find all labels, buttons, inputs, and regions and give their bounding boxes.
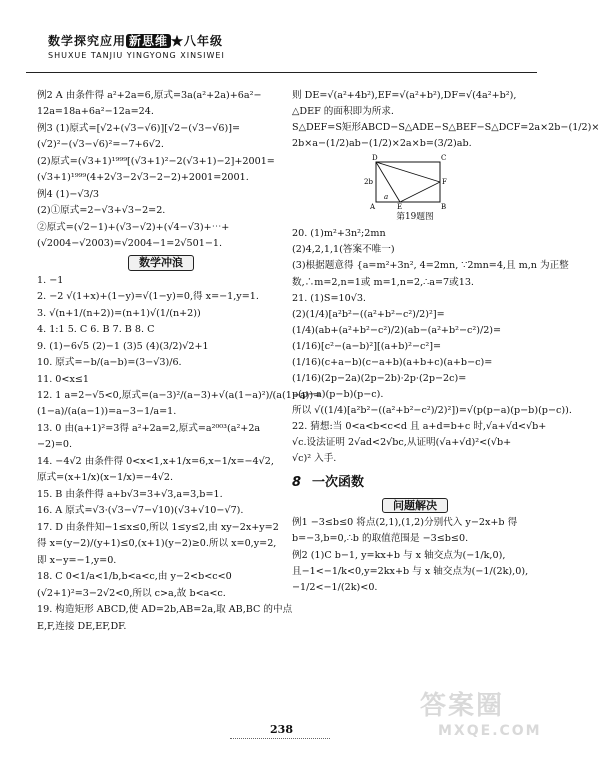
answer-line: 18. C 0<1/a<1/b,b<a<c,由 y−2<b<c<0 [37,571,232,583]
label-a-side: a [384,193,389,202]
section-header-math-surfing: 数学冲浪 [128,255,194,271]
answer-line: 例3 (1)原式=[√2+(√3−√6)][√2−(√3−√6)]= [37,122,241,134]
answer-line: (1/16)[c²−(a−b)²][(a+b)²−c²]= [292,340,442,352]
answer-line: 例4 (1)−√3/3 [37,188,99,200]
answer-line: (√2+1)²=3−2√2<0,所以 c>a,故 b<a<c. [37,587,226,599]
answer-line: −1/2<−1/(2k)<0. [292,581,378,593]
answer-line: 例2 (1)C b−1, y=kx+b 与 x 轴交点为(−1/k,0), [292,549,506,561]
rectangle-diagram [362,154,452,210]
label-d: D [372,154,378,163]
figure-caption: 第19题图 [396,212,434,223]
answer-line: 4. 1:1 5. C 6. B 7. B 8. C [37,324,155,336]
answer-line: √c.设法证明 2√ad<2√bc,从证明(√a+√d)²<(√b+ [292,437,512,449]
answer-line: (2)4,2,1,1(答案不唯一) [292,244,395,256]
answer-line: 17. D 由条件知−1≤x≤0,所以 1≤y≤2,由 xy−2x+y=2 [37,521,279,533]
watermark [420,690,556,750]
answer-line: 2b×a−(1/2)ab−(1/2)×2a×b=(3/2)ab. [292,138,472,150]
answer-line: 3. √(n+1/(n+2))=(n+1)√(1/(n+2)) [37,307,201,319]
answer-line: 例1 −3≤b≤0 将点(2,1),(1,2)分别代入 y−2x+b 得 [292,517,518,529]
header-grade: 八年级 [184,34,224,48]
header-title-left: 数学探究应用 [48,34,127,48]
footer-rule [230,738,330,739]
answer-line: 22. 猜想:当 0<a<b<c<d 且 a+d=b+c 时,√a+√d<√b+ [292,421,547,433]
answer-line: 19. 构造矩形 ABCD,使 AD=2b,AB=2a,取 AB,BC 的中点 [37,604,293,616]
answer-line: E,F,连接 DE,EF,DF. [37,620,127,632]
answer-line: b=−3,b=0,∴b 的取值范围是 −3≤b≤0. [292,533,469,545]
answer-line: p(p−a)(p−b)(p−c). [292,389,384,401]
header-title-boxed: 新思维 [126,34,171,48]
answer-line: (√3+1)¹⁹⁹⁹(4+2√3−2√3−2−2)+2001=2001. [37,172,249,184]
chapter-title: 一次函数 [312,475,365,491]
answer-line: 且−1<−1/k<0,y=2kx+b 与 x 轴交点为(−1/(2k),0), [292,565,529,577]
answer-line: 例2 A 由条件得 a²+2a=6,原式=3a(a²+2a)+6a²− [37,90,262,101]
answer-line: 则 DE=√(a²+4b²),EF=√(a²+b²),DF=√(4a²+b²), [292,90,517,101]
label-f: F [442,178,447,187]
answer-line: △DEF 的面积即为所求. [292,106,394,118]
right-block-c [292,517,538,593]
answer-line: (2)原式=(√3+1)¹⁹⁹⁹[(√3+1)²−2(√3+1)−2]+2001= [37,155,275,167]
answer-line: 即 x−y=−1,y=0. [37,554,117,566]
header-title-en: SHUXUE TANJIU YINGYONG XINSIWEI [48,51,225,60]
answer-line: 10. 原式=−b/(a−b)=(3−√3)/6. [37,357,182,369]
section-header-problem-solving: 问题解决 [382,498,448,514]
right-column [292,90,599,598]
page-number: 238 [270,723,293,736]
answer-line: 数,∴m=2,n=1或 m=1,n=2,∴a=7或13. [292,276,474,288]
answer-line: 所以 √((1/4)[a²b²−((a²+b²−c²)/2)²])=√(p(p−a)(p−b)(p−c)). [292,405,572,417]
header-title-cn [48,34,223,49]
answer-line: (2)(1/4)[a²b²−((a²+b²−c²)/2)²]= [292,308,445,320]
answer-line: (1/4)(ab+(a²+b²−c²)/2)(ab−(a²+b²−c²)/2)= [292,324,502,336]
answer-line: 13. 0 由(a+1)²=3得 a²+2a=2,原式=a²⁰⁰³(a²+2a [37,422,261,434]
answer-line: 得 x=(y−2)/(y+1)≤0,(x+1)(y−2)≥0.所以 x=0,y=2, [37,538,277,550]
answer-line: (1−a)/(a(a−1))=a−3−1/a=1. [37,406,177,418]
answer-line: ②原式=(√2−1)+(√3−√2)+(√4−√3)+⋯+ [37,221,230,233]
label-a: A [370,203,376,212]
answer-line: −2)=0. [37,439,73,451]
label-e: E [397,203,403,212]
answer-line: 原式=(x+1/x)(x−1/x)=−4√2. [37,472,174,484]
star-icon: ★ [171,34,185,48]
answer-line: 21. (1)S=10√3. [292,292,366,304]
right-block-a [292,90,599,150]
answer-line: 12. 1 a=2−√5<0,原式=(a−3)²/(a−3)+√(a(1−a)²)/(a(1−a))= [37,389,322,401]
label-c: C [441,154,447,163]
chapter-number: 8 [292,475,302,491]
label-2b: 2b [364,178,373,187]
answer-line: (√2004−√2003)=√2004−1=2√501−1. [37,238,223,250]
chapter-heading [292,475,538,491]
answer-line: (3)根据题意得 {a=m²+3n², 4=2mn, ∵2mn=4,且 m,n 为正整 [292,260,569,272]
answer-line: 2. −2 √(1+x)+(1−y)=√(1−y)=0,得 x=−1,y=1. [37,291,259,303]
answer-line: 20. (1)m²+3n²;2mn [292,228,386,240]
header-rule [26,72,537,73]
answer-line: (2)①原式=2−√3+√3−2=2. [37,205,166,217]
watermark-line1: 答案圈 [420,691,505,721]
answer-line: (1/16)(c+a−b)(c−a+b)(a+b+c)(a+b−c)= [292,356,493,368]
answer-line: S△DEF=S矩形ABCD−S△ADE−S△BEF−S△DCF=2a×2b−(1/2)× [292,122,599,134]
watermark-line2: MXQE.COM [438,722,542,739]
answer-line: 14. −4√2 由条件得 0<x<1,x+1/x=6,x−1/x=−4√2, [37,455,274,467]
answer-line: (√2)²−(√3−√6)²=−7+6√2. [37,139,164,151]
answer-line: 15. B 由条件得 a+b√3=3+√3,a=3,b=1. [37,488,223,500]
answer-line: 16. A 原式=√3·(√3−√7−√10)(√3+√10−√7). [37,505,244,517]
answer-line: 11. 0<x≤1 [37,373,90,385]
answer-line: 1. −1 [37,274,64,286]
label-b: B [441,203,447,212]
answer-line: (1/16)(2p−2a)(2p−2b)·2p·(2p−2c)= [292,373,467,384]
answer-line: 9. (1)−6√5 (2)−1 (3)5 (4)(3/2)√2+1 [37,340,209,352]
answer-line: 12a=18a+6a²−12a=24. [37,106,154,118]
answer-line: √c)² 入手. [292,453,337,465]
right-block-b [292,228,572,465]
figure-19 [362,154,452,210]
